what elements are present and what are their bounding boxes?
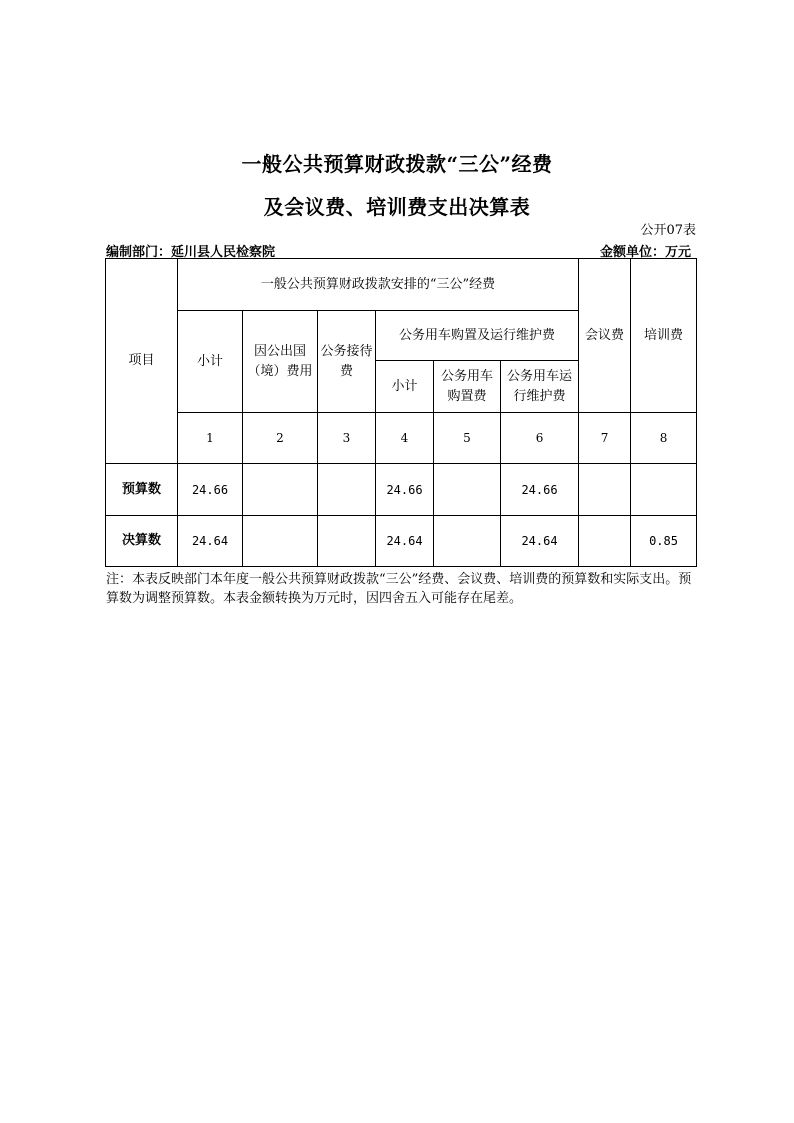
table-cell [318, 464, 376, 516]
table-cell: 0.85 [631, 516, 697, 567]
header-item: 项目 [106, 259, 178, 464]
header-three-public-group: 一般公共预算财政拨款安排的“三公”经费 [178, 259, 579, 311]
table-cell: 24.66 [178, 464, 243, 516]
column-number: 8 [631, 413, 697, 464]
table-cell: 24.66 [501, 464, 579, 516]
report-title-line2: 及会议费、培训费支出决算表 [263, 195, 531, 219]
column-number: 3 [318, 413, 376, 464]
header-meeting-fee: 会议费 [579, 259, 631, 413]
table-cell: 24.64 [376, 516, 434, 567]
table-cell: 24.64 [178, 516, 243, 567]
report-title-line1: 一般公共预算财政拨款“三公”经费 [241, 152, 553, 176]
table-cell [631, 464, 697, 516]
column-number: 5 [434, 413, 501, 464]
header-abroad-fee: 因公出国（境）费用 [243, 311, 318, 413]
footnote: 注：本表反映部门本年度一般公共预算财政拨款“三公”经费、会议费、培训费的预算数和实际支出。预算数为调整预算数。本表金额转换为万元时，因四舍五入可能存在尾差。 [106, 572, 692, 606]
header-reception-fee: 公务接待费 [318, 311, 376, 413]
table-cell [579, 516, 631, 567]
table-cell [579, 464, 631, 516]
column-number: 1 [178, 413, 243, 464]
header-training-fee: 培训费 [631, 259, 697, 413]
table-cell [434, 516, 501, 567]
column-number: 4 [376, 413, 434, 464]
header-vehicle-subtotal: 小计 [376, 361, 434, 413]
column-number: 2 [243, 413, 318, 464]
header-vehicle-operation: 公务用车运行维护费 [501, 361, 579, 413]
header-vehicle-group: 公务用车购置及运行维护费 [376, 311, 579, 361]
column-number: 6 [501, 413, 579, 464]
table-cell: 24.66 [376, 464, 434, 516]
header-subtotal: 小计 [178, 311, 243, 413]
row-label: 预算数 [106, 464, 178, 516]
table-cell: 24.64 [501, 516, 579, 567]
table-row-budget [106, 464, 697, 516]
table-cell [434, 464, 501, 516]
unit-label: 金额单位：万元 [599, 245, 691, 260]
table-cell [243, 464, 318, 516]
column-number: 7 [579, 413, 631, 464]
table-cell [243, 516, 318, 567]
row-label: 决算数 [106, 516, 178, 567]
form-code: 公开07表 [640, 223, 696, 238]
table-cell [318, 516, 376, 567]
expenditure-table [105, 258, 697, 567]
header-vehicle-purchase: 公务用车购置费 [434, 361, 501, 413]
table-row-actual [106, 516, 697, 567]
department-label: 编制部门：延川县人民检察院 [106, 245, 276, 260]
